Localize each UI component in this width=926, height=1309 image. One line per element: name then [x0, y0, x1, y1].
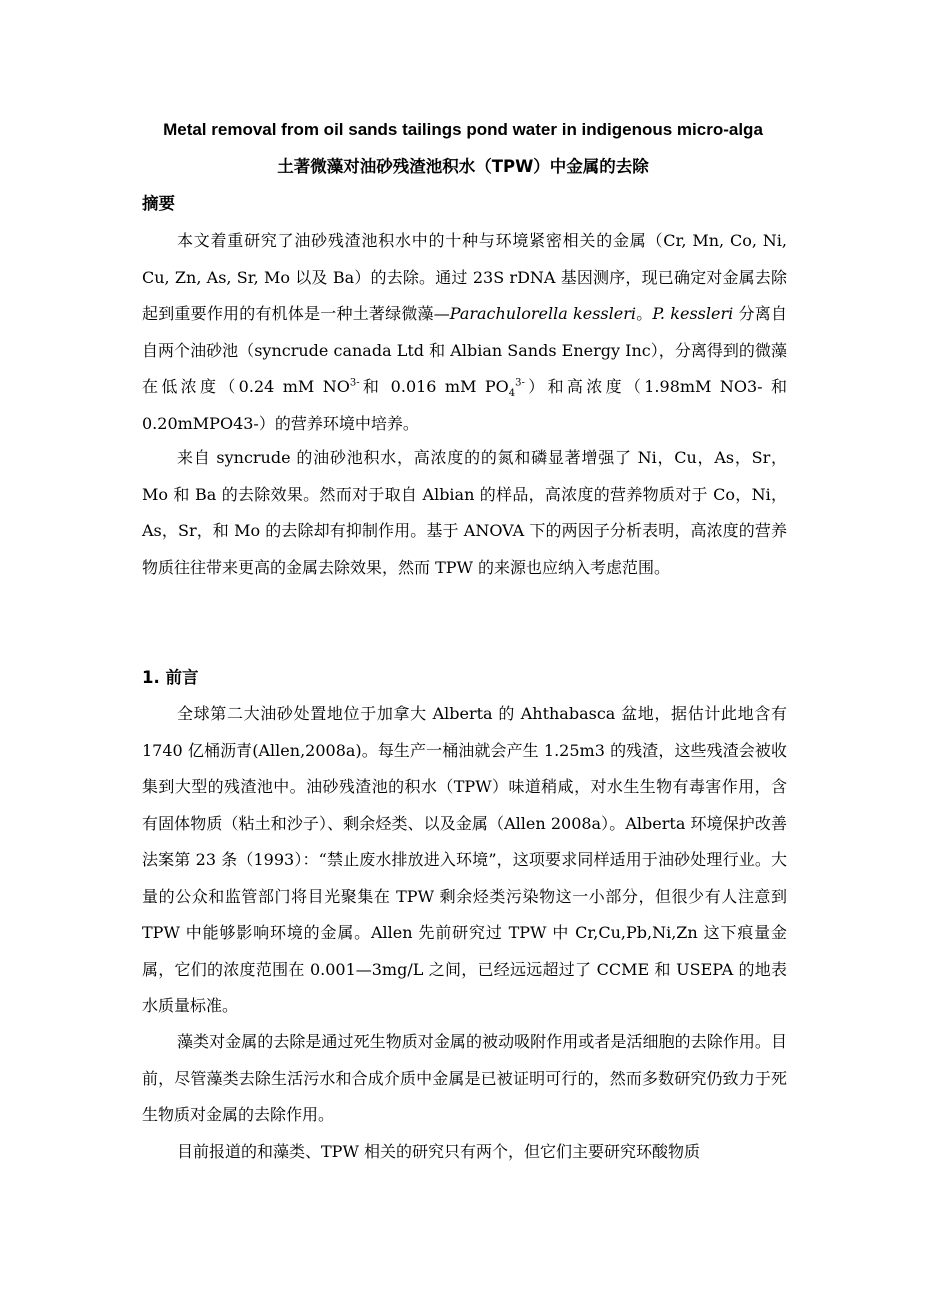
phosphate-superscript: 3- — [515, 377, 525, 389]
species-short-name: P. kessleri — [652, 304, 734, 323]
abstract-text-e: ）和高浓度（1.98mM NO3- 和 0.20mMPO43-）的营养环境中培养。 — [142, 377, 787, 433]
species-name: Parachulorella kessleri — [449, 304, 636, 323]
intro-paragraph-1: 全球第二大油砂处置地位于加拿大 Alberta 的 Ahthabasca 盆地，据估计此地含有 1740 亿桶沥青(Allen,2008a)。每生产一桶油就会产生 1.25m3 的残渣，这些残渣会被收集到大型的残渣池中。油砂残渣池的积水（TPW）味道稍咸，对水生生物有毒害作用，含有固体物质（粘土和沙子）、剩余烃类、以及金属（Allen 2008a）。Alberta 环境保护改善法案第 23 条（1993）：“禁止废水排放进入环境”，这项要求同样适用于油砂处理行业。大量的公众和监管部门将目光聚集在 TPW 剩余烃类污染物这一小部分，但很少有人注意到 TPW 中能够影响环境的金属。Allen 先前研究过 TPW 中 Cr,Cu,Pb,Ni,Zn 这下痕量金属，它们的浓度范围在 0.001—3mg/L 之间，已经远远超过了 CCME 和 USEPA 的地表水质量标准。 — [142, 704, 787, 1015]
abstract-text-c: 分离自自两个油砂池（syncrude canada Ltd 和 Albian Sands Energy Inc），分离得到的微藻在低浓度（0.24 mM NO — [142, 304, 787, 396]
intro-heading: 1. 前言 — [142, 668, 199, 687]
title-english: Metal removal from oil sands tailings pond water in indigenous micro-alga — [163, 120, 763, 139]
title-chinese: 土著微藻对油砂残渣池积水（TPW）中金属的去除 — [277, 157, 649, 176]
abstract-text-d: 和 0.016 mM PO — [359, 377, 509, 396]
abstract-heading: 摘要 — [142, 194, 175, 213]
abstract-paragraph-2: 来自 syncrude 的油砂池积水，高浓度的的氮和磷显著增强了 Ni，Cu，As，Sr，Mo 和 Ba 的去除效果。然而对于取自 Albian 的样品，高浓度的营养物质对于 Co，Ni，As，Sr，和 Mo 的去除却有抑制作用。基于 ANOVA 下的两因子分析表明，高浓度的营养物质往往带来更高的金属去除效果，然而 TPW 的来源也应纳入考虑范围。 — [142, 448, 787, 577]
intro-paragraph-3: 目前报道的和藻类、TPW 相关的研究只有两个，但它们主要研究环酸物质 — [177, 1142, 700, 1161]
intro-paragraph-2: 藻类对金属的去除是通过死生物质对金属的被动吸附作用或者是活细胞的去除作用。目前，尽管藻类去除生活污水和合成介质中金属是已被证明可行的，然而多数研究仍致力于死生物质对金属的去除作用。 — [142, 1032, 787, 1124]
phosphate-subscript: 4 — [508, 388, 516, 400]
nitrate-superscript: 3- — [349, 377, 360, 389]
abstract-text-a: 本文着重研究了油砂残渣池积水中的十种与环境紧密相关的金属（Cr, Mn, Co, Ni, Cu, Zn, As, Sr, Mo 以及 Ba）的去除。通过 23S rDNA 基因测序，现已确定对金属去除起到重要作用的有机体是一种土著绿微藻— — [142, 231, 787, 323]
abstract-text-b: 。 — [635, 304, 653, 323]
abstract-paragraph-1 — [142, 223, 787, 442]
